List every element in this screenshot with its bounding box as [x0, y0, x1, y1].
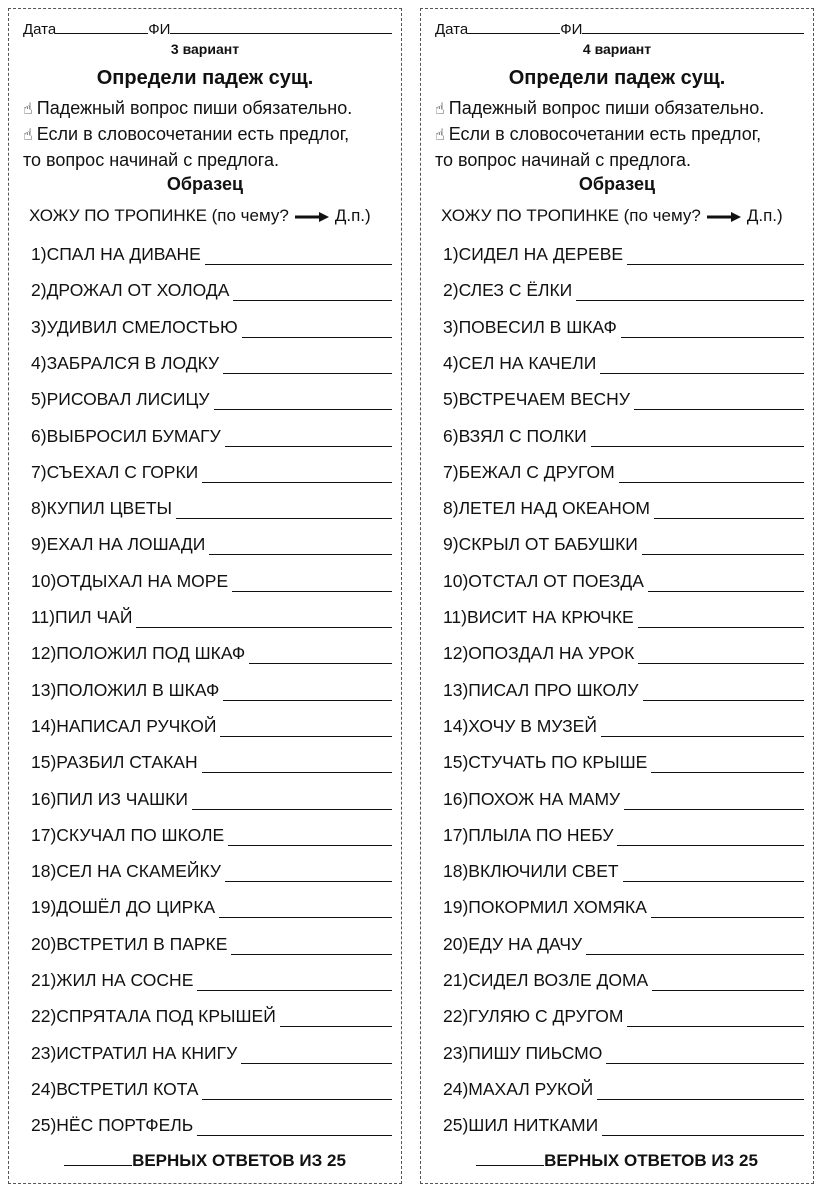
item-number: 17) — [443, 824, 469, 845]
exercise-item — [31, 312, 401, 338]
item-phrase: ЕДУ НА ДАЧУ — [468, 933, 583, 954]
item-number: 6) — [31, 425, 47, 446]
sample-line — [441, 206, 807, 226]
answer-blank[interactable] — [202, 754, 392, 773]
answer-blank[interactable] — [249, 645, 392, 664]
item-phrase: СИДЕЛ НА ДЕРЕВЕ — [458, 244, 624, 264]
item-phrase: ПЛЫЛА ПО НЕБУ — [468, 824, 614, 845]
answer-blank[interactable] — [197, 972, 392, 991]
answer-blank[interactable] — [223, 682, 392, 701]
item-phrase: СТУЧАТЬ ПО КРЫШЕ — [468, 752, 648, 773]
item-phrase: ХОЧУ В МУЗЕЙ — [468, 715, 597, 736]
exercise-item — [443, 239, 813, 265]
answer-blank[interactable] — [214, 391, 392, 410]
arrow-right-icon — [295, 211, 329, 223]
item-number: 11) — [31, 607, 55, 627]
item-phrase: СЕЛ НА СКАМЕЙКУ — [56, 861, 221, 882]
answer-blank[interactable] — [576, 282, 804, 301]
exercise-item — [443, 638, 813, 664]
item-phrase: ВСТРЕЧАЕМ ВЕСНУ — [458, 389, 630, 410]
answer-blank[interactable] — [621, 319, 804, 338]
item-phrase: ПИШУ ПИЬСМО — [468, 1042, 603, 1063]
item-phrase: СКРЫЛ ОТ БАБУШКИ — [458, 534, 638, 555]
item-phrase: ЕХАЛ НА ЛОШАДИ — [46, 534, 206, 555]
date-field[interactable] — [468, 19, 560, 34]
item-phrase: ОТДЫХАЛ НА МОРЕ — [56, 570, 229, 591]
sample-text: ХОЖУ ПО ТРОПИНКЕ (по чему? — [441, 206, 701, 225]
item-phrase: ГУЛЯЮ С ДРУГОМ — [468, 1006, 624, 1027]
item-number: 21) — [443, 970, 469, 990]
item-number: 9) — [31, 534, 47, 555]
exercise-item — [443, 529, 813, 555]
exercise-item — [443, 602, 813, 628]
instruction-2: ☝ Если в словосочетании есть предлог, — [23, 124, 350, 144]
answer-blank[interactable] — [197, 1117, 392, 1136]
exercise-item — [31, 1001, 401, 1027]
item-number: 1) — [443, 244, 459, 264]
item-number: 2) — [443, 280, 459, 301]
item-number: 20) — [31, 933, 57, 954]
answer-blank[interactable] — [242, 319, 392, 338]
answer-blank[interactable] — [233, 282, 392, 301]
exercise-item — [31, 348, 401, 374]
item-number: 7) — [443, 461, 459, 482]
score-line — [9, 1149, 401, 1171]
exercise-item — [443, 421, 813, 447]
exercise-item — [31, 747, 401, 773]
instruction-1: ☝ Падежный вопрос пиши обязательно. — [435, 98, 765, 118]
answer-blank[interactable] — [601, 718, 804, 737]
exercise-item — [31, 239, 401, 265]
name-field[interactable] — [170, 19, 392, 34]
item-number: 14) — [31, 715, 57, 736]
answer-blank[interactable] — [225, 428, 392, 447]
header-fields — [435, 19, 807, 41]
item-phrase: ПИЛ ЧАЙ — [55, 607, 133, 627]
sample-answer: Д.п.) — [746, 206, 783, 225]
sample-answer: Д.п.) — [334, 206, 371, 225]
item-phrase: СПАЛ НА ДИВАНЕ — [46, 244, 201, 264]
item-number: 10) — [443, 570, 469, 591]
item-number: 13) — [443, 679, 469, 700]
sample-title: Образец — [578, 174, 656, 194]
score-label: ВЕРНЫХ ОТВЕТОВ ИЗ 25 — [132, 1151, 346, 1170]
item-phrase: ВКЛЮЧИЛИ СВЕТ — [468, 861, 619, 882]
exercise-item — [443, 1074, 813, 1100]
answer-blank[interactable] — [219, 899, 392, 918]
pointing-hand-icon: ☝ — [435, 127, 445, 144]
item-phrase: ЛЕТЕЛ НАД ОКЕАНОМ — [458, 498, 651, 519]
answer-blank[interactable] — [652, 972, 804, 991]
instruction-3: то вопрос начинай с предлога. — [435, 150, 691, 170]
item-phrase: НЁС ПОРТФЕЛЬ — [56, 1115, 194, 1136]
item-phrase: ШИЛ НИТКАМИ — [468, 1115, 599, 1136]
answer-blank[interactable] — [624, 791, 804, 810]
answer-blank[interactable] — [627, 246, 804, 265]
item-number: 2) — [31, 280, 47, 301]
item-phrase: ВЫБРОСИЛ БУМАГУ — [46, 425, 221, 446]
item-phrase: СЛЕЗ С ЁЛКИ — [458, 280, 573, 301]
score-field[interactable] — [476, 1149, 544, 1166]
item-number: 8) — [443, 498, 459, 519]
item-phrase: ПОХОЖ НА МАМУ — [468, 788, 621, 809]
item-phrase: ВСТРЕТИЛ КОТА — [56, 1078, 199, 1099]
item-phrase: РАЗБИЛ СТАКАН — [56, 752, 198, 773]
name-field[interactable] — [582, 19, 804, 34]
item-phrase: БЕЖАЛ С ДРУГОМ — [458, 461, 615, 482]
item-number: 12) — [31, 643, 57, 664]
item-number: 1) — [31, 244, 47, 264]
answer-blank[interactable] — [619, 464, 804, 483]
answer-blank[interactable] — [202, 464, 392, 483]
item-phrase: СКУЧАЛ ПО ШКОЛЕ — [56, 824, 225, 845]
answer-blank[interactable] — [228, 827, 392, 846]
item-number: 24) — [31, 1078, 57, 1099]
item-number: 6) — [443, 425, 459, 446]
date-field[interactable] — [56, 19, 148, 34]
item-phrase: ЖИЛ НА СОСНЕ — [56, 970, 194, 990]
item-phrase: УДИВИЛ СМЕЛОСТЬЮ — [46, 316, 238, 337]
exercise-item — [443, 384, 813, 410]
exercise-item — [443, 1001, 813, 1027]
answer-blank[interactable] — [638, 609, 804, 628]
item-phrase: КУПИЛ ЦВЕТЫ — [46, 498, 173, 519]
header-fields — [23, 19, 395, 41]
item-number: 23) — [443, 1042, 469, 1063]
item-number: 4) — [31, 352, 47, 373]
item-phrase: ПОВЕСИЛ В ШКАФ — [458, 316, 617, 337]
exercise-item — [31, 384, 401, 410]
item-phrase: ПИСАЛ ПРО ШКОЛУ — [468, 679, 639, 700]
item-number: 8) — [31, 498, 47, 519]
item-number: 14) — [443, 715, 469, 736]
exercise-item — [31, 457, 401, 483]
worksheet-title: Определи падеж сущ. — [508, 67, 726, 89]
item-number: 3) — [443, 316, 459, 337]
item-number: 23) — [31, 1042, 57, 1063]
score-line — [421, 1149, 813, 1171]
worksheet-variant-3 — [8, 8, 402, 1184]
item-phrase: ЗАБРАЛСЯ В ЛОДКУ — [46, 352, 220, 373]
answer-blank[interactable] — [651, 899, 804, 918]
exercise-item — [443, 348, 813, 374]
answer-blank[interactable] — [627, 1008, 804, 1027]
answer-blank[interactable] — [606, 1045, 804, 1064]
exercise-item — [443, 457, 813, 483]
exercise-item — [31, 965, 401, 991]
answer-blank[interactable] — [241, 1045, 392, 1064]
exercise-item — [31, 711, 401, 737]
answer-blank[interactable] — [643, 682, 804, 701]
worksheet-variant-4 — [420, 8, 814, 1184]
answer-blank[interactable] — [280, 1008, 392, 1027]
answer-blank[interactable] — [231, 936, 392, 955]
item-number: 16) — [443, 788, 469, 809]
score-field[interactable] — [64, 1149, 132, 1166]
item-number: 19) — [31, 897, 57, 918]
answer-blank[interactable] — [617, 827, 804, 846]
item-number: 21) — [31, 970, 57, 990]
exercise-item — [443, 929, 813, 955]
item-number: 15) — [443, 752, 469, 773]
item-phrase: ПОКОРМИЛ ХОМЯКА — [468, 897, 647, 918]
exercise-item — [443, 566, 813, 592]
item-phrase: ДРОЖАЛ ОТ ХОЛОДА — [46, 280, 230, 301]
item-number: 22) — [443, 1006, 469, 1027]
exercise-item — [443, 493, 813, 519]
variant-label: 3 вариант — [170, 41, 240, 57]
answer-blank[interactable] — [597, 1081, 804, 1100]
exercise-item — [31, 1110, 401, 1136]
item-number: 16) — [31, 788, 57, 809]
exercise-item — [443, 856, 813, 882]
exercise-item — [31, 892, 401, 918]
instruction-3: то вопрос начинай с предлога. — [23, 150, 279, 170]
exercise-item — [443, 1038, 813, 1064]
exercise-item — [31, 638, 401, 664]
item-number: 7) — [31, 461, 47, 482]
item-number: 20) — [443, 933, 469, 954]
item-number: 12) — [443, 643, 469, 664]
item-phrase: РИСОВАЛ ЛИСИЦУ — [46, 389, 210, 410]
answer-blank[interactable] — [638, 645, 804, 664]
answer-blank[interactable] — [220, 718, 392, 737]
exercise-item — [31, 820, 401, 846]
item-number: 17) — [31, 824, 57, 845]
item-phrase: СПРЯТАЛА ПОД КРЫШЕЙ — [56, 1006, 276, 1027]
date-label: Дата — [23, 21, 57, 38]
item-number: 25) — [31, 1115, 57, 1136]
instruction-2: ☝ Если в словосочетании есть предлог, — [435, 124, 762, 144]
item-number: 10) — [31, 570, 57, 591]
exercise-item — [443, 711, 813, 737]
item-number: 9) — [443, 534, 459, 555]
exercise-item — [443, 784, 813, 810]
item-number: 24) — [443, 1078, 469, 1099]
item-phrase: ИСТРАТИЛ НА КНИГУ — [56, 1042, 238, 1063]
pointing-hand-icon: ☝ — [23, 127, 33, 144]
item-phrase: ВСТРЕТИЛ В ПАРКЕ — [56, 933, 228, 954]
instruction-1: ☝ Падежный вопрос пиши обязательно. — [23, 98, 353, 118]
exercise-item — [31, 602, 401, 628]
item-number: 13) — [31, 679, 57, 700]
exercise-item — [31, 784, 401, 810]
answer-blank[interactable] — [136, 609, 392, 628]
pointing-hand-icon: ☝ — [23, 101, 33, 118]
sample-title: Образец — [166, 174, 244, 194]
item-number: 11) — [443, 607, 467, 627]
item-number: 22) — [31, 1006, 57, 1027]
answer-blank[interactable] — [591, 428, 804, 447]
exercise-item — [31, 529, 401, 555]
item-number: 25) — [443, 1115, 469, 1136]
exercise-item — [443, 275, 813, 301]
answer-blank[interactable] — [634, 391, 804, 410]
arrow-right-icon — [707, 211, 741, 223]
answer-blank[interactable] — [202, 1081, 392, 1100]
answer-blank[interactable] — [192, 791, 392, 810]
exercise-item — [31, 1074, 401, 1100]
item-phrase: ВИСИТ НА КРЮЧКЕ — [467, 607, 634, 627]
answer-blank[interactable] — [642, 536, 804, 555]
variant-label: 4 вариант — [582, 41, 652, 57]
exercise-item — [443, 747, 813, 773]
item-phrase: ВЗЯЛ С ПОЛКИ — [458, 425, 587, 446]
item-number: 3) — [31, 316, 47, 337]
sample-line — [29, 206, 395, 226]
answer-blank[interactable] — [205, 246, 392, 265]
item-phrase: ОПОЗДАЛ НА УРОК — [468, 643, 635, 664]
answer-blank[interactable] — [648, 573, 804, 592]
date-label: Дата — [435, 21, 469, 38]
answer-blank[interactable] — [651, 754, 804, 773]
item-phrase: ПИЛ ИЗ ЧАШКИ — [56, 788, 188, 809]
item-number: 5) — [31, 389, 47, 410]
item-phrase: ПОЛОЖИЛ В ШКАФ — [56, 679, 220, 700]
score-label: ВЕРНЫХ ОТВЕТОВ ИЗ 25 — [544, 1151, 758, 1170]
exercise-item — [31, 493, 401, 519]
item-number: 18) — [443, 861, 469, 882]
pointing-hand-icon: ☝ — [435, 101, 445, 118]
item-phrase: ДОШЁЛ ДО ЦИРКА — [56, 897, 216, 918]
answer-blank[interactable] — [654, 500, 804, 519]
answer-blank[interactable] — [600, 355, 804, 374]
item-phrase: МАХАЛ РУКОЙ — [468, 1078, 594, 1099]
answer-blank[interactable] — [176, 500, 392, 519]
item-phrase: НАПИСАЛ РУЧКОЙ — [56, 715, 217, 736]
answer-blank[interactable] — [623, 863, 804, 882]
item-number: 18) — [31, 861, 57, 882]
exercise-item — [443, 965, 813, 991]
item-number: 4) — [443, 352, 459, 373]
exercise-item — [31, 275, 401, 301]
item-phrase: ОТСТАЛ ОТ ПОЕЗДА — [468, 570, 644, 591]
exercise-item — [31, 566, 401, 592]
item-number: 19) — [443, 897, 469, 918]
exercise-item — [443, 312, 813, 338]
exercise-item — [31, 856, 401, 882]
answer-blank[interactable] — [225, 863, 392, 882]
answer-blank[interactable] — [209, 536, 392, 555]
name-label: ФИ — [560, 21, 583, 38]
item-phrase: ПОЛОЖИЛ ПОД ШКАФ — [56, 643, 246, 664]
item-phrase: СЪЕХАЛ С ГОРКИ — [46, 461, 199, 482]
exercise-item — [31, 421, 401, 447]
exercise-item — [31, 1038, 401, 1064]
item-phrase: СИДЕЛ ВОЗЛЕ ДОМА — [468, 970, 649, 990]
answer-blank[interactable] — [223, 355, 392, 374]
item-phrase: СЕЛ НА КАЧЕЛИ — [458, 352, 597, 373]
answer-blank[interactable] — [232, 573, 392, 592]
sample-text: ХОЖУ ПО ТРОПИНКЕ (по чему? — [29, 206, 289, 225]
exercise-item — [443, 675, 813, 701]
worksheet-title: Определи падеж сущ. — [96, 67, 314, 89]
exercise-item — [443, 820, 813, 846]
exercise-item — [31, 929, 401, 955]
exercise-item — [31, 675, 401, 701]
item-number: 5) — [443, 389, 459, 410]
exercise-item — [443, 1110, 813, 1136]
item-number: 15) — [31, 752, 57, 773]
answer-blank[interactable] — [602, 1117, 804, 1136]
exercise-item — [443, 892, 813, 918]
answer-blank[interactable] — [586, 936, 804, 955]
name-label: ФИ — [148, 21, 171, 38]
